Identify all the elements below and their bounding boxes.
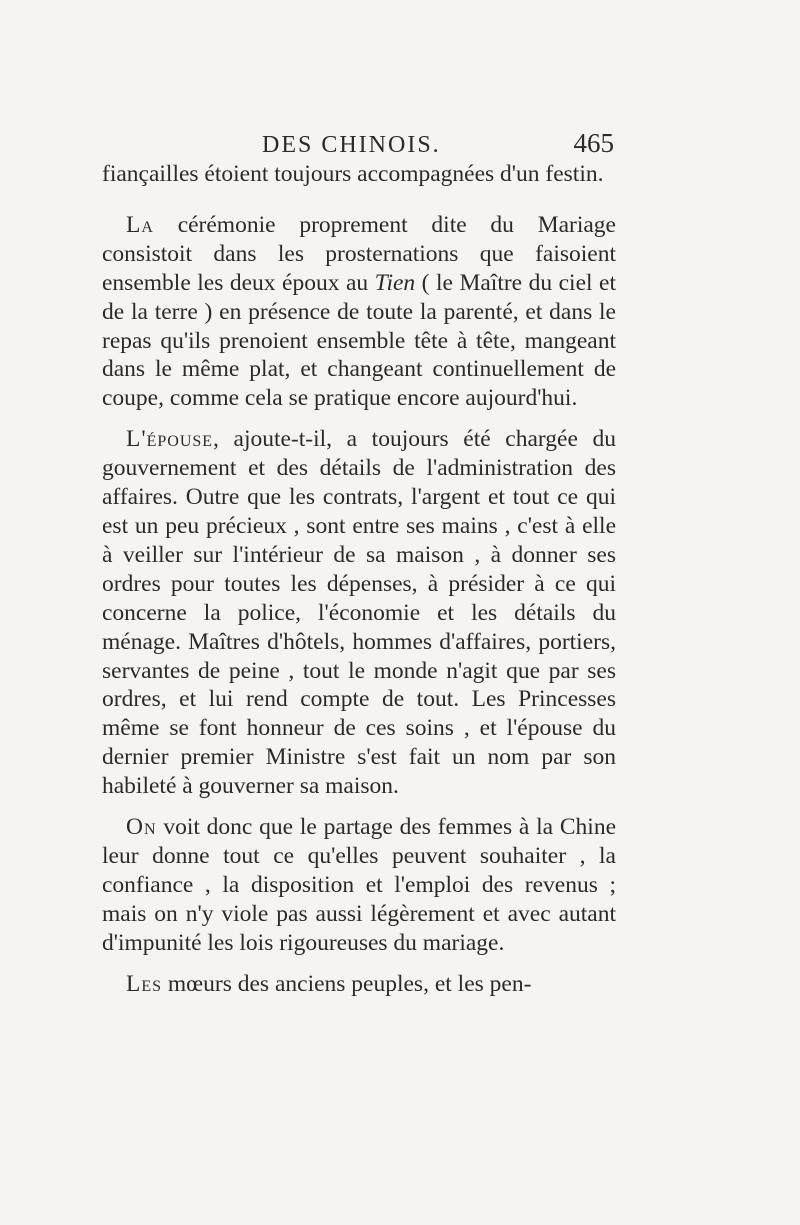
paragraph-2-text: cérémonie proprement dite du Mariage consistoit dans les prosternations que faisoient ensemble les deux époux au — [102, 211, 616, 296]
paragraph-3-lead: L'épouse — [126, 426, 214, 453]
bleed-through-text — [100, 88, 620, 116]
page-number: 465 — [573, 128, 614, 158]
paragraph-4-lead: On — [126, 814, 157, 841]
paragraph-2-emphasis: Tien — [374, 269, 416, 296]
paragraph-3-text: , ajoute-t-il, a toujours été chargée du gouvernement et des détails de l'administration des affaires. Outre que les contrats, l'argent et tout ce qui est un peu précieux , sont entre ses mains , c'est à elle à veiller sur l'intérieur de sa maison , à donner ses ordres pour toutes les dépenses, à présider à ce qui concerne la police, l'économie et les détails du ménage. Maîtres d'hôtels, hommes d'affaires, portiers, servantes de peine , tout le monde n'agit que par ses ordres, et lui rend compte de tout. Les Princesses même se font honneur de ces soins , et l'épouse du dernier premier Ministre s'est fait un nom par son habileté à gouverner sa maison. — [102, 426, 616, 800]
paragraph-2-text-cont: ( le Maître du ciel et de la terre ) en présence de toute la parenté, et dans le repas qu'ils prenoient ensemble tête à tête, mangeant dans le même plat, et changeant continuellement de coupe, comme cela se pratique encore aujourd'hui. — [102, 269, 616, 412]
paragraph-2 — [102, 211, 616, 413]
paragraph-1: fiançailles étoient toujours accompagnées d'un festin. — [102, 161, 604, 187]
body-text — [102, 160, 616, 998]
paragraph-2-lead: La — [126, 211, 154, 238]
paragraph-5 — [102, 970, 616, 999]
paragraph-4-text: voit donc que le partage des femmes à la Chine leur donne tout ce qu'elles peuvent souhaiter , la confiance , la disposition et l'emploi des revenus ; mais on n'y viole pas aussi légèrement et avec autant d'impunité les lois rigoureuses du mariage. — [102, 814, 616, 956]
paragraph-5-text: mœurs des anciens peuples, et les pen- — [162, 970, 532, 997]
paragraph-5-lead: Les — [126, 970, 163, 997]
paragraph-3 — [102, 425, 616, 801]
paragraph-4 — [102, 813, 616, 958]
running-head: DES CHINOIS. — [262, 132, 441, 158]
